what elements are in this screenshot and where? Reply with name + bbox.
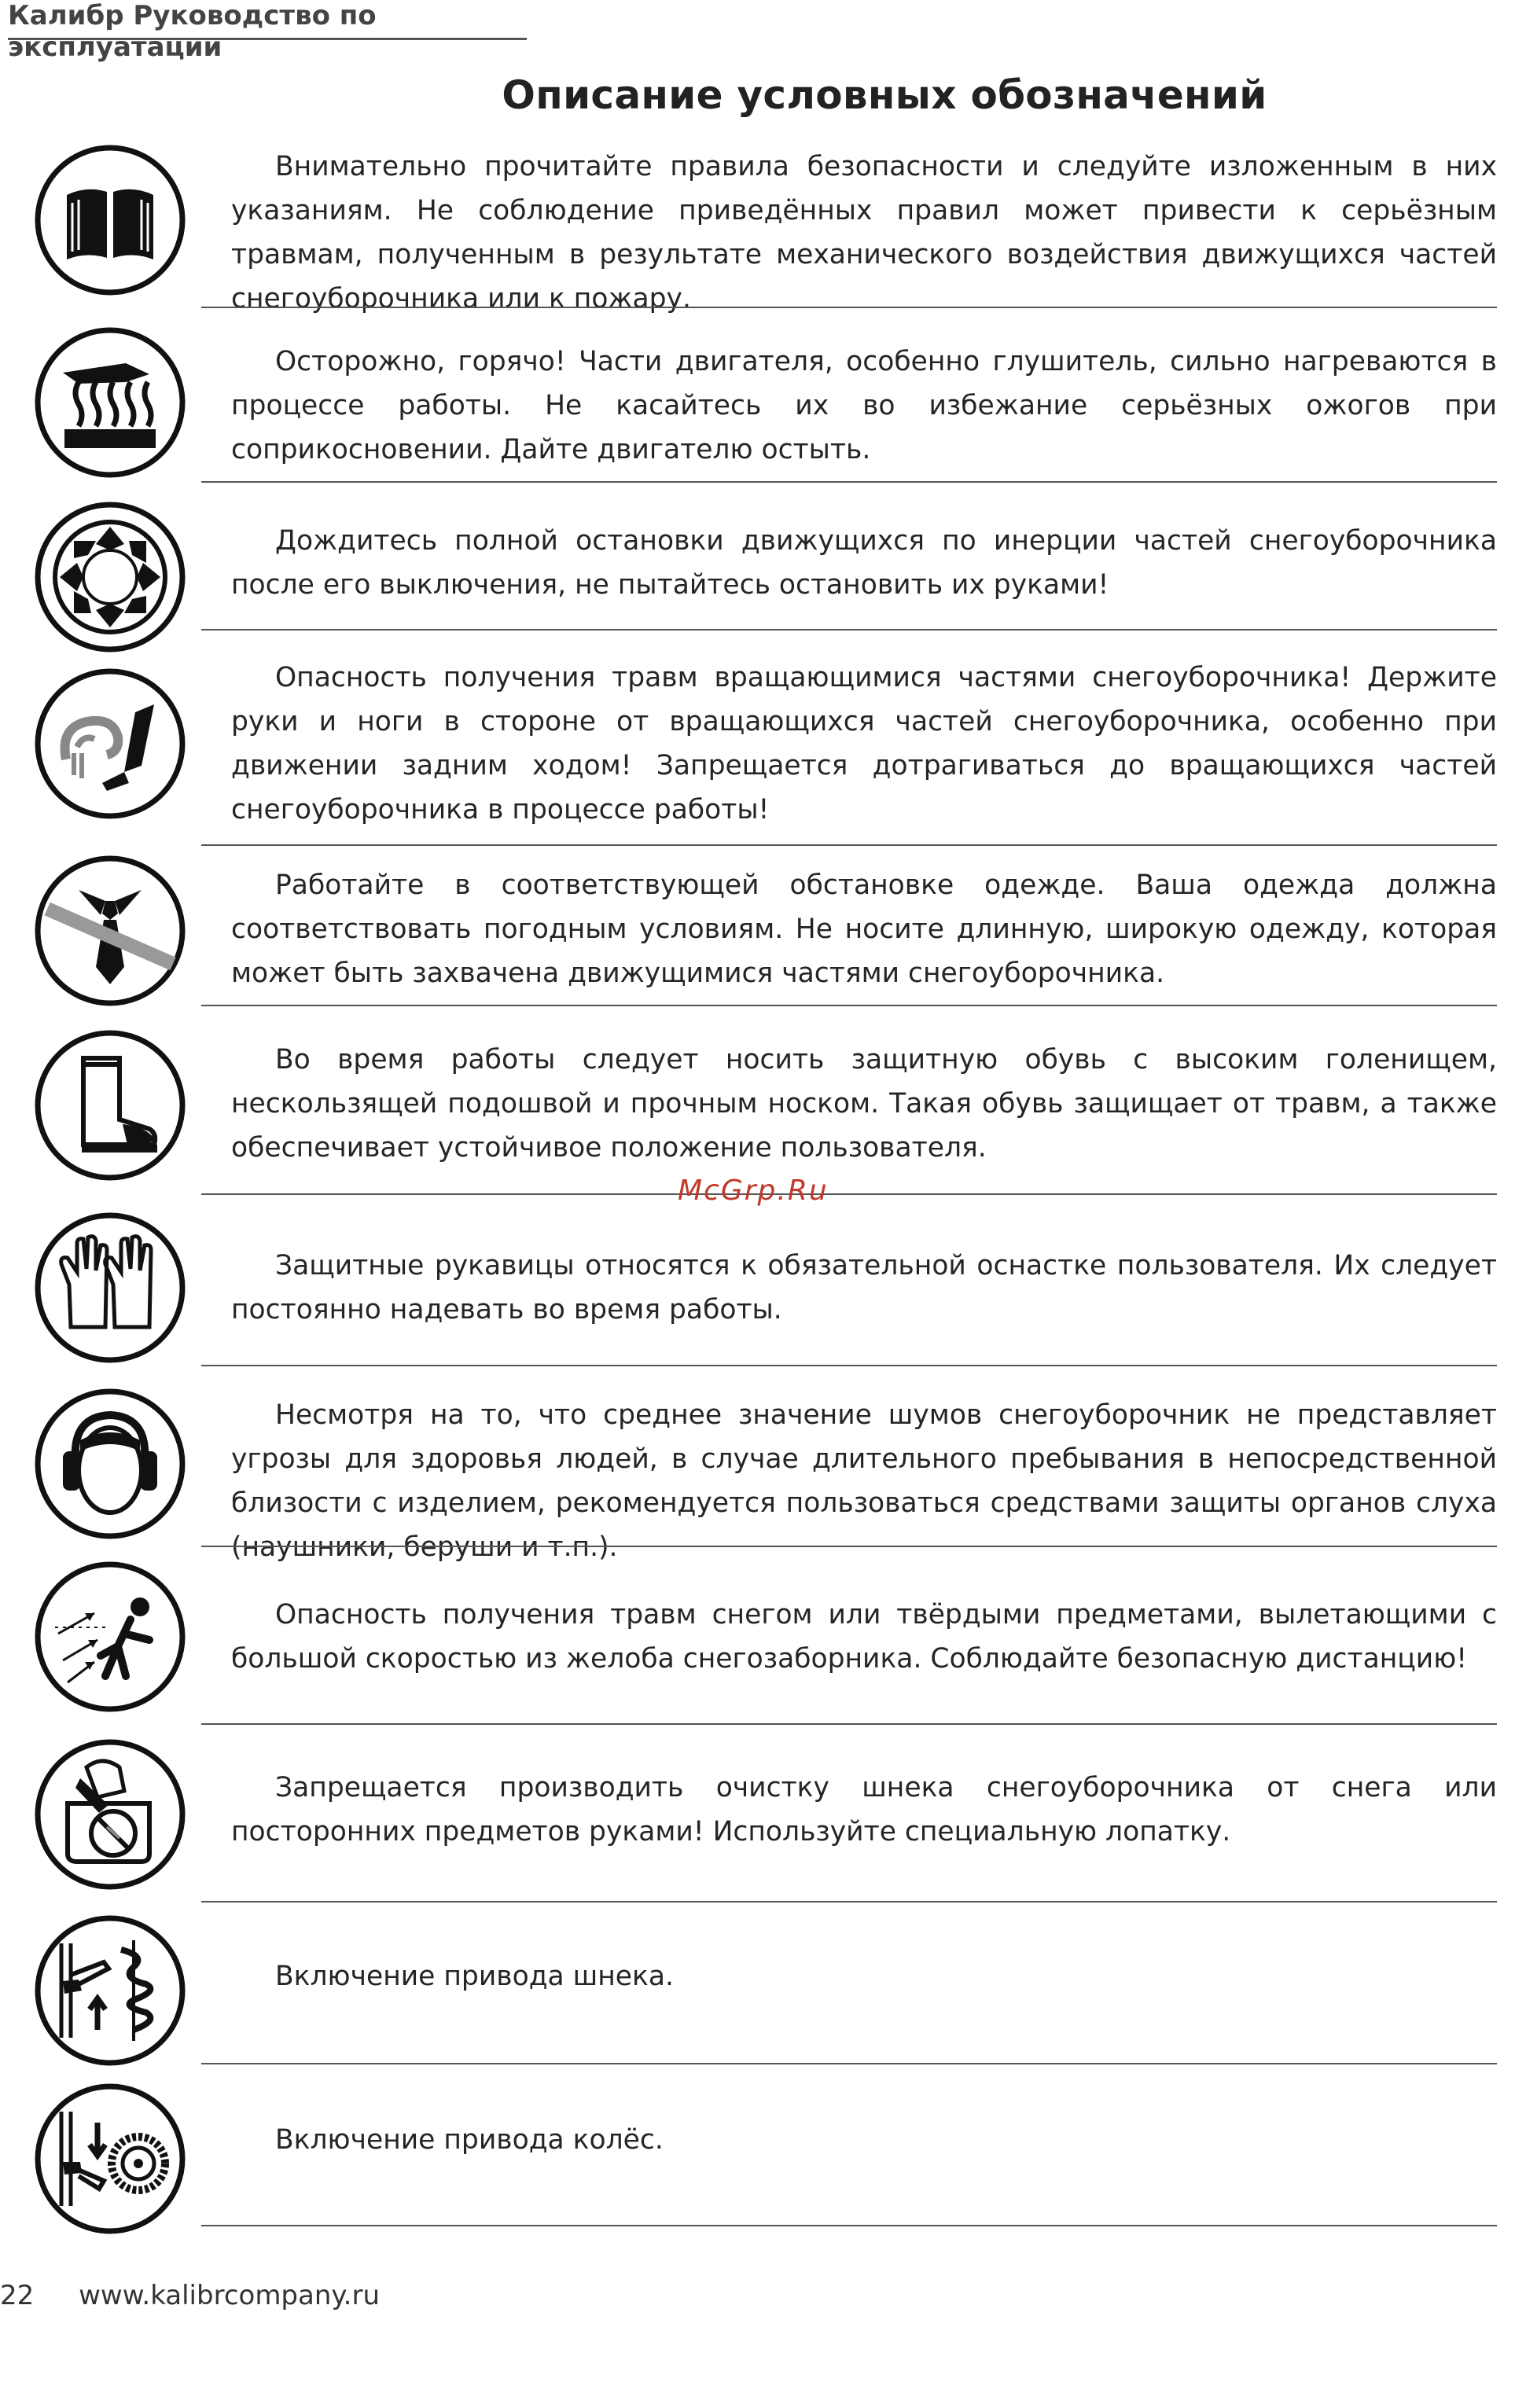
hot-surface-icon	[31, 324, 189, 481]
website-link[interactable]: www.kalibrcompany.ru	[79, 2280, 381, 2311]
row-divider	[201, 629, 1497, 630]
rotating-auger-injury-icon	[31, 665, 189, 822]
row-divider	[201, 2063, 1497, 2064]
rotating-parts-stop-icon	[31, 498, 189, 656]
row-divider	[201, 2225, 1497, 2226]
symbol-description: Опасность получения травм снегом или твёрдыми предметами, вылетающими с большой скоростью из желоба снегозаборника. Соблюдайте безопасную дистанцию!	[231, 1599, 1497, 1675]
page-title: Описание условных обозначений	[502, 72, 1267, 118]
safety-gloves-icon	[31, 1209, 189, 1366]
symbol-description: Во время работы следует носить защитную обувь с высоким голенищем, нескользящей подошвой и прочным носком. Такая обувь защищает от травм, а также обеспечивает устойчивое положение пользователя.	[231, 1044, 1497, 1164]
row-divider	[201, 844, 1497, 846]
symbol-description: Запрещается производить очистку шнека снегоуборочника от снега или посторонних предметов руками! Используйте специальную лопатку.	[231, 1772, 1497, 1847]
page-number: 22	[0, 2280, 35, 2311]
no-loose-clothing-icon	[31, 852, 189, 1009]
row-divider	[201, 1365, 1497, 1366]
symbol-description: Включение привода шнека.	[275, 1961, 674, 1992]
symbol-description: Защитные рукавицы относятся к обязательной оснастке пользователя. Их следует постоянно надевать во время работы.	[231, 1250, 1497, 1325]
no-hand-clearing-icon	[31, 1736, 189, 1893]
hearing-protection-icon	[31, 1385, 189, 1542]
watermark: McGrp.Ru	[678, 1175, 829, 1207]
row-divider	[201, 1901, 1497, 1903]
flying-debris-icon	[31, 1558, 189, 1715]
page-footer	[0, 2280, 380, 2311]
symbol-description: Дождитесь полной остановки движущихся по инерции частей снегоуборочника после его выключения, не пытайтесь остановить их руками!	[231, 525, 1497, 601]
row-divider	[201, 1723, 1497, 1725]
symbol-description: Несмотря на то, что среднее значение шумов снегоуборочник не представляет угрозы для здоровья людей, в случае длительного пребывания в непосредственной близости с изделием, рекомендуется пользоваться средствами защиты органов слуха (наушники, беруши и т.п.).	[231, 1399, 1497, 1563]
symbol-description: Внимательно прочитайте правила безопасности и следуйте изложенным в них указаниям. Не соблюдение приведённых правил может привести к серьёзным травмам, полученным в результате механического воздействия движущихся частей снегоуборочника или к пожару.	[231, 151, 1497, 314]
row-divider	[201, 1005, 1497, 1006]
symbol-description: Осторожно, горячо! Части двигателя, особенно глушитель, сильно нагреваются в процессе работы. Не касайтесь их во избежание серьёзных ожогов при соприкосновении. Дайте двигателю остыть.	[231, 346, 1497, 465]
running-header	[8, 0, 527, 63]
symbol-description: Опасность получения травм вращающимися частями снегоуборочника! Держите руки и ноги в стороне от вращающихся частей снегоуборочника, особенно при движении задним ходом! Запрещается дотрагиваться до вращающихся частей снегоуборочника в процессе работы!	[231, 662, 1497, 825]
read-manual-icon	[31, 142, 189, 299]
row-divider	[201, 307, 1497, 308]
row-divider	[201, 1546, 1497, 1547]
wheel-drive-engage-icon	[31, 2080, 189, 2237]
symbol-description: Включение привода колёс.	[275, 2124, 664, 2156]
row-divider	[201, 1193, 1497, 1195]
auger-drive-engage-icon	[31, 1912, 189, 2069]
symbol-description: Работайте в соответствующей обстановке одежде. Ваша одежда должна соответствовать погодным условиям. Не носите длинную, широкую одежду, которая может быть захвачена движущимися частями снегоуборочника.	[231, 869, 1497, 989]
safety-boots-icon	[31, 1027, 189, 1184]
header-title: Калибр Руководство по эксплуатации	[8, 0, 377, 63]
row-divider	[201, 481, 1497, 483]
